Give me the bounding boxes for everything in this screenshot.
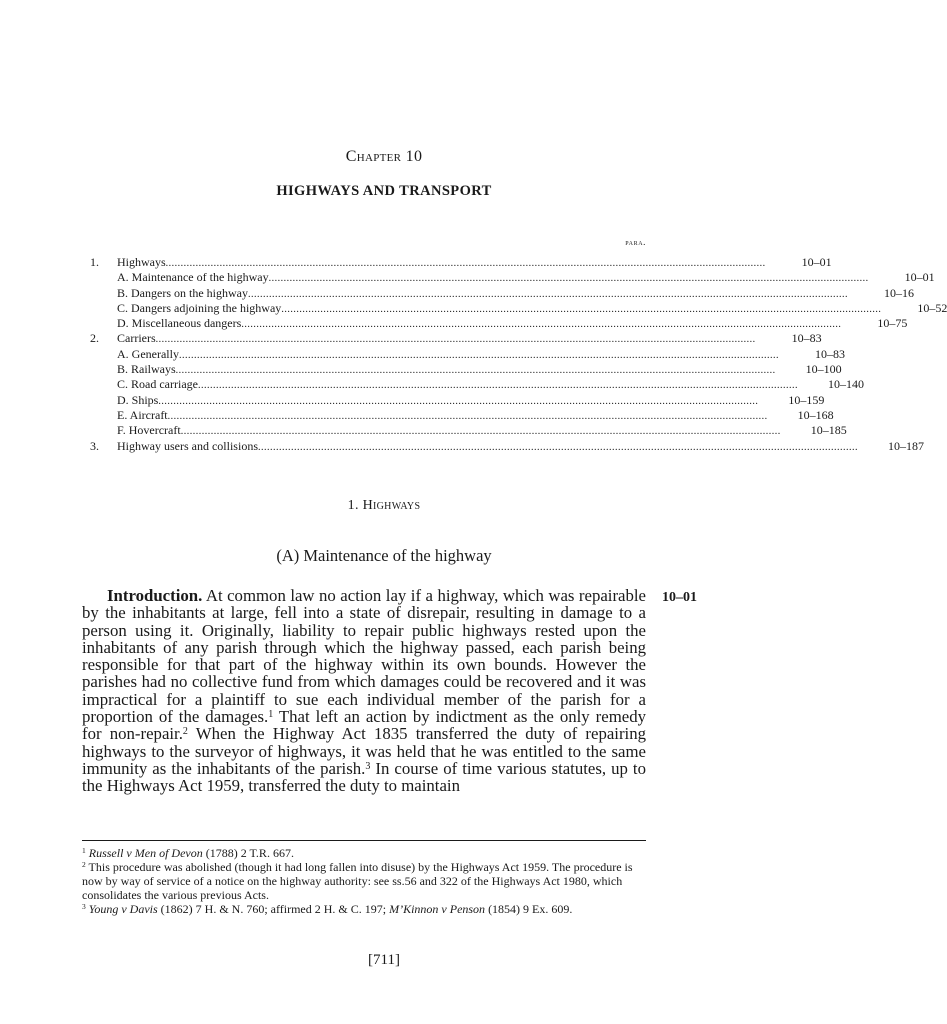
- chapter-heading: [0, 148, 768, 166]
- chapter-title: HIGHWAYS AND TRANSPORT: [276, 183, 492, 199]
- section-title-rest: ighways: [373, 498, 421, 513]
- toc-entry-title-wrap: [117, 347, 779, 363]
- toc-entry-title: Highways: [117, 255, 166, 269]
- toc-entry-para: 10–140: [827, 377, 864, 392]
- toc-leader-dots: ........................................................................................................................................................................................................: [165, 258, 766, 269]
- toc-entry-title: F. Hovercraft: [117, 423, 181, 438]
- toc-leader-dots: ........................................................................................................................................................................................................: [180, 426, 781, 438]
- toc-entry-number: 2.: [90, 331, 99, 346]
- toc-entry-para: 10–16: [883, 285, 914, 300]
- toc-leader-dots: ........................................................................................................................................................................................................: [178, 349, 779, 361]
- footnote-1: [82, 846, 646, 860]
- toc-entry-para: 10–83: [791, 331, 822, 346]
- toc-entry[interactable]: [82, 316, 908, 331]
- toc-leader-dots: ........................................................................................................................................................................................................: [167, 410, 768, 422]
- toc-leader-dots: ........................................................................................................................................................................................................: [155, 334, 756, 346]
- toc-entry-title: C. Road carriage: [117, 377, 198, 392]
- footnote-2-number: 2: [82, 860, 86, 869]
- section-initial: H: [362, 498, 374, 513]
- toc-entry-title: A. Generally: [117, 346, 179, 361]
- toc-entry-title-wrap: [117, 439, 858, 455]
- toc-entry-para: 10–100: [805, 362, 842, 377]
- chapter-number: 10: [405, 148, 423, 165]
- footnote-3-number: 3: [82, 902, 86, 911]
- toc-entry-para: 10–83: [814, 346, 845, 361]
- toc-entry-title: E. Aircraft: [117, 407, 168, 422]
- toc-entry[interactable]: [82, 407, 834, 423]
- toc-entry-title-wrap: [117, 286, 848, 302]
- toc-entry-title: Carriers: [117, 331, 156, 346]
- footnote-ref-1[interactable]: 1: [268, 709, 274, 721]
- toc-entry-title: B. Railways: [117, 362, 176, 377]
- toc-leader-dots: ........................................................................................................................................................................................................: [281, 303, 882, 315]
- toc-entry-title-wrap: [117, 377, 798, 393]
- toc-entry-title: Highway users and collisions: [117, 438, 258, 453]
- toc-entry-number: 3.: [90, 438, 99, 453]
- toc-entry[interactable]: [82, 285, 914, 301]
- toc-entry-para: 10–01: [801, 255, 832, 269]
- toc-entry[interactable]: [82, 255, 832, 270]
- footnote-1-case: Russell v Men of Devon: [88, 846, 203, 860]
- subsection-heading: (A) Maintenance of the highway: [276, 546, 492, 565]
- section-heading: [0, 498, 768, 514]
- body-text: [82, 587, 646, 795]
- footnote-3: [82, 902, 646, 916]
- footnote-3-case-a: Young v Davis: [88, 902, 158, 916]
- footnote-ref-2[interactable]: 2: [182, 726, 188, 738]
- toc-entry[interactable]: [82, 392, 825, 408]
- toc-leader-dots: ........................................................................................................................................................................................................: [268, 273, 869, 285]
- footnote-1-citation: (1788) 2 T.R. 667.: [202, 846, 294, 860]
- toc-entry-title: D. Ships: [117, 392, 159, 407]
- body-paragraph: [82, 587, 646, 795]
- toc-entry-para: 10–52: [917, 300, 947, 315]
- toc-entry-title-wrap: [117, 255, 766, 271]
- toc-entry-title-wrap: [117, 331, 756, 347]
- toc-entry-title: B. Dangers on the highway: [117, 285, 248, 300]
- footnotes: [82, 846, 646, 916]
- toc-entry-para: 10–185: [810, 423, 847, 438]
- toc-entry-title-wrap: [117, 316, 841, 332]
- body-text-part-1: At common law no action lay if a highway, which was repairable by the inhabitants at large, fell into a state of disrepair, resulting in damage to a person using it. Originally, liability to repair public highways rested upon the inhabitants of any parish through which the highway passed, each parish being responsible for that part of the highway within its own bounds. However the parishes had no collective fund from which damages could be recovered and it was impractical for a plaintiff to sue each individual member of the parish for a proportion of the damages.: [82, 586, 646, 727]
- body-text-part-3: When the Highway Act 1835 transferred the duty of repairing highways to the surveyor of highways, it was held that he was entitled to the same immunity as the inhabitants of the parish.: [82, 724, 646, 778]
- page-number: [711]: [368, 952, 400, 968]
- toc-entry-title: A. Maintenance of the highway: [117, 270, 269, 285]
- toc-entry-title-wrap: [117, 270, 869, 286]
- toc-entry[interactable]: [82, 423, 847, 438]
- toc-entry-title-wrap: [117, 408, 768, 424]
- toc-entry-para: 10–168: [797, 407, 834, 422]
- toc-entry-title-wrap: [117, 362, 776, 378]
- footnote-2: [82, 860, 646, 902]
- footnote-divider: [82, 840, 646, 841]
- chapter-prefix-initial: C: [345, 148, 357, 165]
- toc-entry-title-wrap: [117, 301, 881, 317]
- footnote-3-citation-b: (1854) 9 Ex. 609.: [485, 902, 573, 916]
- paragraph-lead: Introduction.: [107, 586, 203, 605]
- footnote-ref-3[interactable]: 3: [365, 760, 371, 772]
- toc-entry-para: 10–159: [788, 392, 825, 407]
- toc-leader-dots: ........................................................................................................................................................................................................: [247, 288, 848, 300]
- section-number: 1.: [347, 498, 359, 513]
- table-of-contents: [82, 255, 947, 454]
- toc-entry-para: 10–187: [887, 438, 924, 453]
- footnote-2-text: This procedure was abolished (though it had long fallen into disuse) by the Highways Act 1959. The procedure is now by way of service of a notice on the highway authority: see ss.56 and 322 of the Highways Act 1980, which consolidates the various previous Acts.: [82, 860, 633, 902]
- toc-para-label: para.: [625, 237, 646, 247]
- toc-entry[interactable]: [82, 270, 935, 285]
- footnote-3-case-b: M’Kinnon v Penson: [389, 902, 486, 916]
- toc-entry[interactable]: [82, 438, 924, 454]
- toc-entry-title: C. Dangers adjoining the highway: [117, 300, 282, 315]
- body-text-part-4: In course of time various statutes, up to the Highways Act 1959, transferred the duty to maintain: [82, 758, 646, 796]
- toc-entry[interactable]: [82, 300, 947, 316]
- chapter-prefix-rest: hapter: [356, 148, 402, 165]
- toc-entry-para: 10–01: [904, 270, 935, 285]
- footnote-3-citation-a: (1862) 7 H. & N. 760; affirmed 2 H. & C. 197;: [157, 902, 390, 916]
- toc-entry[interactable]: [82, 377, 864, 392]
- footnote-1-number: 1: [82, 846, 86, 855]
- toc-entry[interactable]: [82, 331, 822, 346]
- body-text-part-2: That left an action by indictment as the only remedy for non-repair.: [82, 707, 646, 744]
- toc-entry-title-wrap: [117, 393, 758, 409]
- toc-leader-dots: ........................................................................................................................................................................................................: [241, 319, 842, 331]
- toc-leader-dots: ........................................................................................................................................................................................................: [158, 395, 759, 407]
- toc-entry[interactable]: [82, 346, 845, 362]
- toc-leader-dots: ........................................................................................................................................................................................................: [175, 365, 776, 377]
- toc-entry-title: D. Miscellaneous dangers: [117, 316, 242, 331]
- toc-leader-dots: ........................................................................................................................................................................................................: [257, 441, 858, 453]
- toc-entry-number: 1.: [90, 255, 99, 269]
- margin-paragraph-ref: 10–01: [662, 590, 697, 605]
- toc-entry-title-wrap: [117, 423, 781, 439]
- toc-entry-para: 10–75: [877, 316, 908, 331]
- toc-leader-dots: ........................................................................................................................................................................................................: [197, 380, 798, 392]
- toc-entry[interactable]: [82, 362, 842, 377]
